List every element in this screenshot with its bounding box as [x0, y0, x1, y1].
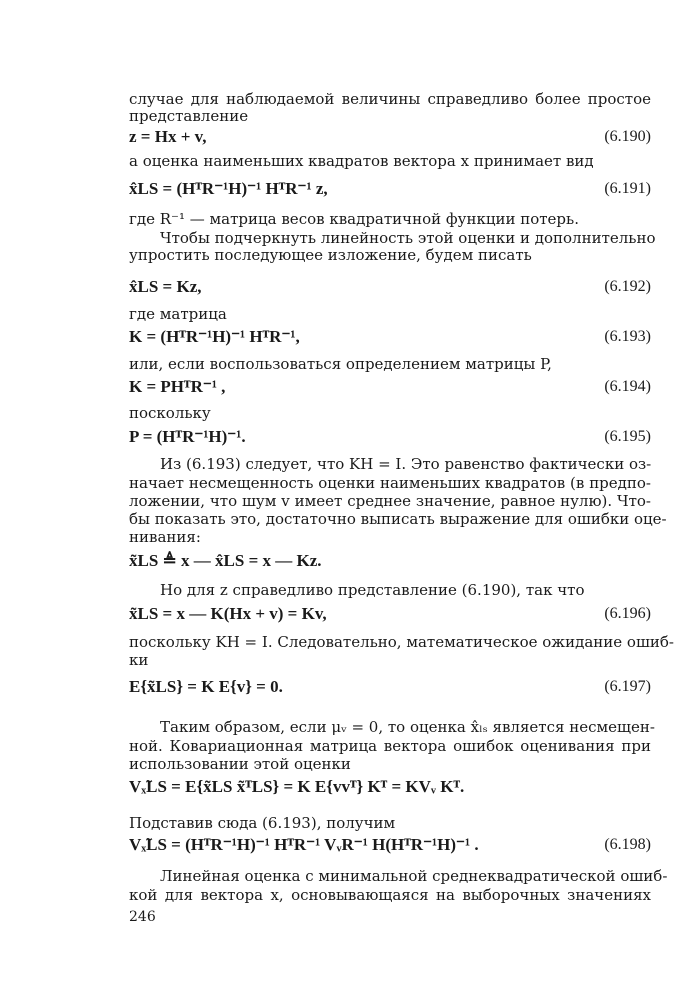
- equation-6-192: [129, 274, 651, 302]
- equation-number: (6.191): [604, 180, 651, 197]
- equation-formula: E{x̃LS} = K E{v} = 0.: [129, 677, 283, 696]
- equation-6-190: [129, 124, 651, 152]
- page-number: 246: [129, 909, 156, 925]
- equation-formula: x̃LS = x — K(Hx + v) = Kv,: [129, 604, 327, 623]
- text-line: где R⁻¹ — матрица весов квадратичной функции потерь.: [129, 210, 579, 228]
- text-line: бы показать это, достаточно выписать выражение для ошибки оце-: [129, 510, 667, 528]
- text-line: или, если воспользоваться определением матрицы P,: [129, 355, 552, 373]
- equation-number: (6.192): [604, 278, 651, 295]
- equation-number: (6.194): [604, 378, 651, 395]
- text-line: Таким образом, если μᵥ = 0, то оценка x̂ₗₛ является несмещен-: [160, 718, 655, 736]
- equation-formula: K = PHᵀR⁻¹ ,: [129, 377, 226, 396]
- text-line: использовании этой оценки: [129, 755, 351, 773]
- equation-formula: K = (HᵀR⁻¹H)⁻¹ HᵀR⁻¹,: [129, 327, 300, 346]
- text-line: ной. Ковариационная матрица вектора ошибок оценивания при: [129, 737, 651, 755]
- text-line: а оценка наименьших квадратов вектора x принимает вид: [129, 152, 594, 170]
- equation-formula: z = Hx + v,: [129, 127, 207, 146]
- equation-number: (6.190): [604, 128, 651, 145]
- text-line: Из (6.193) следует, что KH = I. Это равенство фактически оз-: [160, 455, 652, 473]
- equation-number: (6.193): [604, 328, 651, 345]
- text-line: Чтобы подчеркнуть линейность этой оценки и дополнительно: [160, 229, 656, 247]
- equation-formula: x̂LS = Kz,: [129, 277, 202, 296]
- text-line: упростить последующее изложение, будем писать: [129, 246, 532, 264]
- text-line: где матрица: [129, 305, 227, 323]
- text-line: Линейная оценка с минимальной среднеквадратической ошиб-: [160, 867, 668, 885]
- equation-formula: Vₓ̃LS = (HᵀR⁻¹H)⁻¹ HᵀR⁻¹ VᵥR⁻¹ H(HᵀR⁻¹H)⁻¹ .: [129, 835, 479, 854]
- equation-number: (6.195): [604, 428, 651, 445]
- text-line: ки: [129, 651, 149, 669]
- equation-covariance: [129, 774, 651, 802]
- text-line: Но для z справедливо представление (6.190), так что: [160, 581, 585, 599]
- equation-6-193: [129, 324, 651, 352]
- text-line: представление: [129, 107, 249, 125]
- text-line: начает несмещенность оценки наименьших квадратов (в предпо-: [129, 474, 651, 492]
- equation-formula: x̃LS ≜ x — x̂LS = x — Kz.: [129, 551, 322, 570]
- equation-formula: x̂LS = (HᵀR⁻¹H)⁻¹ HᵀR⁻¹ z,: [129, 179, 328, 198]
- text-line: поскольку KH = I. Следовательно, математическое ожидание ошиб-: [129, 633, 674, 651]
- equation-6-196: [129, 601, 651, 629]
- text-line: поскольку: [129, 404, 211, 422]
- equation-6-191: [129, 176, 651, 204]
- text-line: нивания:: [129, 528, 201, 546]
- text-line: кой для вектора x, основывающаяся на выборочных значениях: [129, 886, 651, 904]
- equation-6-197: [129, 674, 651, 702]
- equation-formula: Vₓ̃LS = E{x̃LS x̃ᵀLS} = K E{vvᵀ} Kᵀ = KVᵥ Kᵀ.: [129, 777, 465, 796]
- equation-formula: P = (HᵀR⁻¹H)⁻¹.: [129, 427, 246, 446]
- text-line: ложении, что шум v имеет среднее значение, равное нулю). Что-: [129, 492, 651, 510]
- equation-6-194: [129, 374, 651, 402]
- equation-number: (6.197): [604, 678, 651, 695]
- equation-6-198: [129, 832, 651, 860]
- text-line: случае для наблюдаемой величины справедливо более простое: [129, 90, 651, 108]
- equation-number: (6.198): [604, 836, 651, 853]
- equation-error-definition: [129, 548, 651, 576]
- equation-6-195: [129, 424, 651, 452]
- text-line: Подставив сюда (6.193), получим: [129, 814, 396, 832]
- equation-number: (6.196): [604, 605, 651, 622]
